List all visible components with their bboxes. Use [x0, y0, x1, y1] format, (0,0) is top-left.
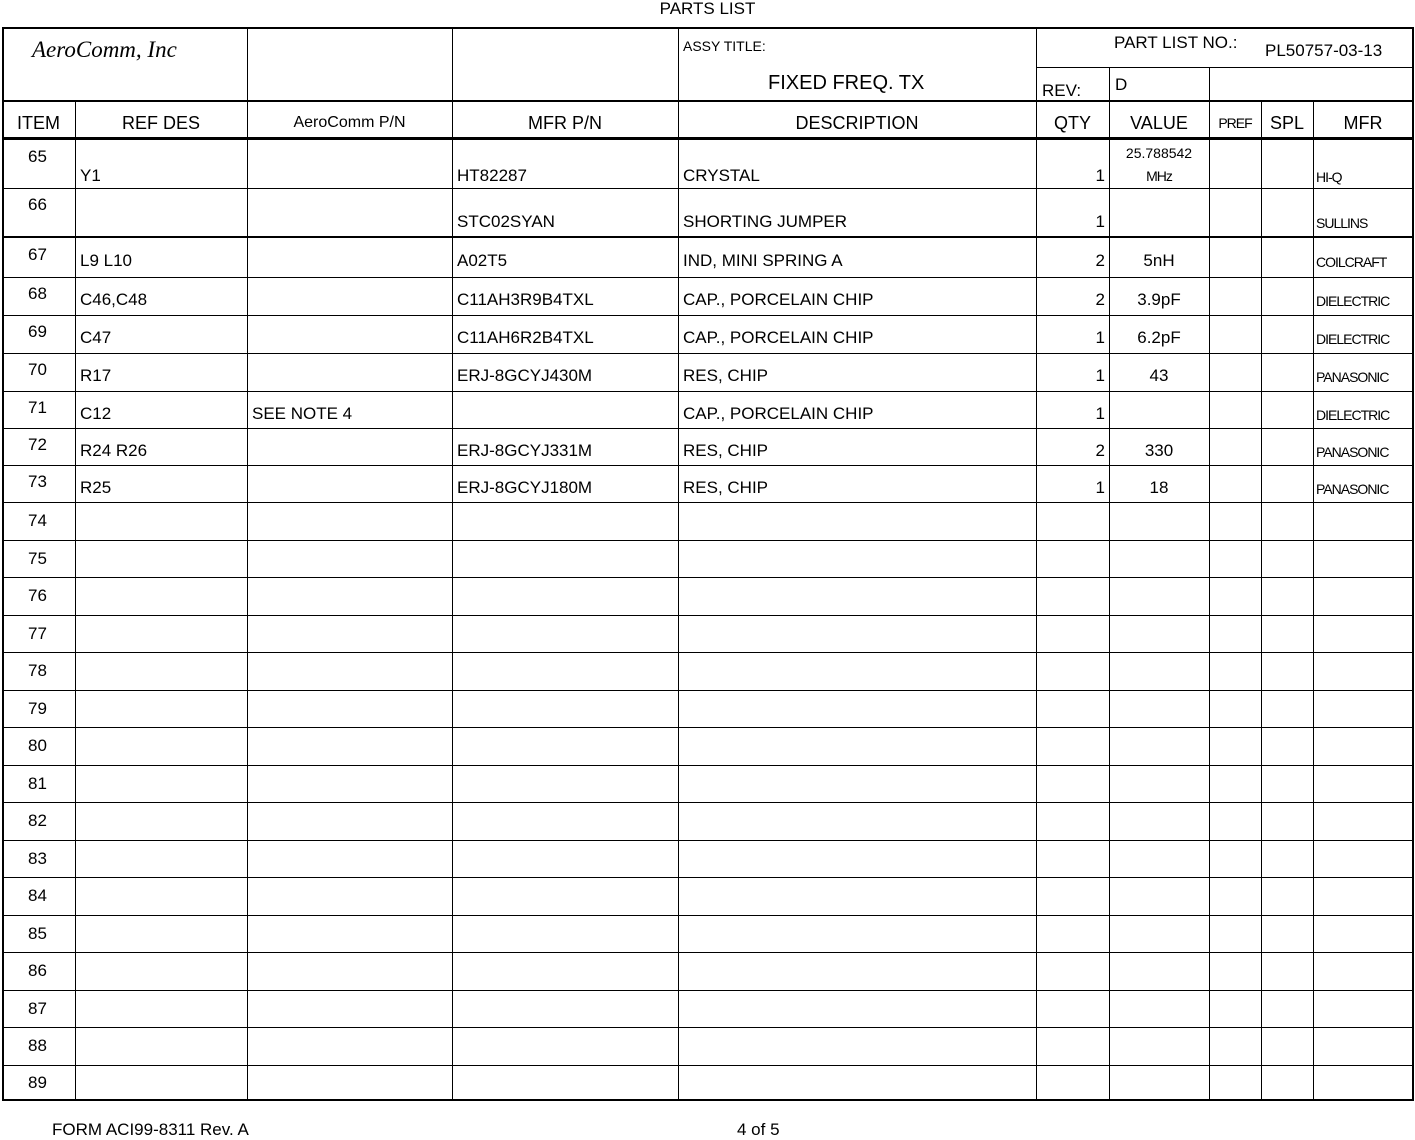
- item-number: 69: [28, 322, 47, 341]
- mfr-pn: ERJ-8GCYJ430M: [457, 366, 593, 385]
- company-name: AeroComm, Inc: [32, 37, 177, 62]
- item-number: 76: [28, 586, 47, 605]
- table-row: [0, 577, 1415, 615]
- qty: 2: [1095, 290, 1105, 309]
- header-col-divider: [247, 28, 248, 102]
- description: CRYSTAL: [683, 166, 760, 185]
- row-divider: [2, 315, 1413, 316]
- row-divider: [2, 802, 1413, 803]
- ref-des: L9 L10: [80, 251, 132, 270]
- ref-des: C12: [80, 404, 112, 423]
- mfr: DIELECTRIC: [1316, 331, 1390, 347]
- table-row: [0, 277, 1415, 315]
- mfr: COILCRAFT: [1316, 254, 1387, 270]
- row-divider: [2, 1027, 1413, 1028]
- col-pref: PREF: [1218, 115, 1252, 131]
- description: CAP., PORCELAIN CHIP: [683, 404, 874, 423]
- row-divider: [2, 877, 1413, 878]
- table-row: [0, 802, 1415, 840]
- item-number: 72: [28, 435, 47, 454]
- mfr-pn: C11AH3R9B4TXL: [457, 290, 594, 309]
- table-row: [0, 1065, 1415, 1100]
- row-divider: [2, 690, 1413, 691]
- row-divider: [2, 615, 1413, 616]
- ref-des: C46,C48: [80, 290, 148, 309]
- row-divider: [2, 391, 1413, 392]
- item-number: 74: [28, 511, 47, 530]
- ref-des: R24 R26: [80, 441, 148, 460]
- qty: 1: [1095, 366, 1105, 385]
- value: 5nH: [1143, 251, 1175, 270]
- item-number: 85: [28, 924, 47, 943]
- mfr: PANASONIC: [1316, 481, 1389, 497]
- item-number: 68: [28, 284, 47, 303]
- mfr-pn: ERJ-8GCYJ331M: [457, 441, 593, 460]
- description: RES, CHIP: [683, 441, 769, 460]
- table-row: [0, 727, 1415, 765]
- value: 18: [1149, 478, 1169, 497]
- aerocomm-pn: SEE NOTE 4: [252, 404, 353, 423]
- value: 43: [1149, 366, 1169, 385]
- column-divider: [1036, 102, 1037, 1100]
- item-number: 65: [28, 147, 47, 166]
- description: CAP., PORCELAIN CHIP: [683, 328, 874, 347]
- mfr: DIELECTRIC: [1316, 293, 1390, 309]
- row-divider: [2, 952, 1413, 953]
- ref-des: Y1: [80, 166, 101, 185]
- border-left: [2, 27, 4, 1101]
- column-divider: [452, 102, 453, 1100]
- column-divider: [678, 102, 679, 1100]
- value: 330: [1144, 441, 1174, 460]
- item-number: 88: [28, 1036, 47, 1055]
- col-value: VALUE: [1130, 113, 1188, 133]
- col-ref-des: REF DES: [121, 113, 200, 133]
- row-divider: [2, 990, 1413, 991]
- mfr: HI-Q: [1316, 169, 1342, 185]
- qty: 1: [1095, 478, 1105, 497]
- row-divider: [2, 577, 1413, 578]
- assy-title-label: ASSY TITLE:: [683, 38, 766, 54]
- mfr-pn: ERJ-8GCYJ180M: [457, 478, 593, 497]
- item-number: 78: [28, 661, 47, 680]
- table-row: [0, 391, 1415, 428]
- assy-title: FIXED FREQ. TX: [768, 72, 925, 94]
- table-row: [0, 765, 1415, 802]
- mfr-pn: A02T5: [457, 251, 508, 270]
- row-divider: [2, 840, 1413, 841]
- table-row: [0, 465, 1415, 502]
- item-number: 82: [28, 811, 47, 830]
- table-row: [0, 652, 1415, 690]
- col-mfr-pn: MFR P/N: [528, 113, 602, 133]
- header-col-divider: [1109, 68, 1110, 102]
- item-number: 70: [28, 360, 47, 379]
- item-number: 75: [28, 549, 47, 568]
- row-divider: [2, 915, 1413, 916]
- column-divider: [1313, 102, 1314, 1100]
- row-divider: [2, 652, 1413, 653]
- row-divider: [2, 465, 1413, 466]
- column-divider: [247, 102, 248, 1100]
- row-divider: [2, 188, 1413, 189]
- column-divider: [1261, 102, 1262, 1100]
- row-divider: [2, 353, 1413, 354]
- qty: 1: [1095, 212, 1105, 231]
- rev-value: D: [1115, 75, 1128, 94]
- item-number: 79: [28, 699, 47, 718]
- qty: 2: [1095, 251, 1105, 270]
- item-number: 73: [28, 472, 47, 491]
- col-qty: QTY: [1053, 113, 1091, 133]
- description: CAP., PORCELAIN CHIP: [683, 290, 874, 309]
- table-row: [0, 188, 1415, 238]
- item-number: 84: [28, 886, 47, 905]
- table-row: [0, 915, 1415, 952]
- qty: 1: [1095, 166, 1105, 185]
- item-number: 86: [28, 961, 47, 980]
- table-row: [0, 315, 1415, 353]
- mfr-pn: HT82287: [457, 166, 527, 185]
- item-number: 81: [28, 774, 47, 793]
- header-col-divider: [452, 28, 453, 102]
- item-number: 77: [28, 624, 47, 643]
- part-list-no-label: PART LIST NO.:: [1114, 33, 1238, 52]
- item-number: 71: [28, 398, 47, 417]
- item-number: 83: [28, 849, 47, 868]
- value: 6.2pF: [1137, 328, 1181, 347]
- row-divider: [2, 277, 1413, 278]
- value-unit: MHz: [1146, 168, 1172, 184]
- row-divider: [2, 540, 1413, 541]
- mfr-pn: STC02SYAN: [457, 212, 555, 231]
- table-row: [0, 353, 1415, 391]
- column-divider: [1209, 102, 1210, 1100]
- item-number: 89: [28, 1073, 47, 1092]
- table-row: [0, 990, 1415, 1027]
- col-item: ITEM: [17, 113, 60, 133]
- ref-des: R25: [80, 478, 112, 497]
- page-title: PARTS LIST: [659, 0, 756, 18]
- column-divider: [75, 102, 76, 1100]
- footer-page: 4 of 5: [737, 1120, 780, 1139]
- table-row: [0, 840, 1415, 877]
- mfr-pn: C11AH6R2B4TXL: [457, 328, 594, 347]
- mfr: DIELECTRIC: [1316, 407, 1390, 423]
- mfr: PANASONIC: [1316, 369, 1389, 385]
- table-row: [0, 877, 1415, 915]
- rev-label: REV:: [1042, 81, 1082, 100]
- col-spl: SPL: [1269, 113, 1305, 133]
- table-row: [0, 428, 1415, 465]
- row-divider: [2, 1065, 1413, 1066]
- table-row: [0, 502, 1415, 540]
- table-row: [0, 615, 1415, 652]
- ref-des: R17: [80, 366, 112, 385]
- header-col-divider: [678, 28, 679, 102]
- border-top: [2, 27, 1413, 29]
- header-col-divider: [1036, 28, 1037, 102]
- item-number: 67: [28, 245, 47, 264]
- border-bottom: [2, 1099, 1413, 1101]
- border-right: [1412, 27, 1414, 1101]
- item-number: 66: [28, 195, 47, 214]
- row-divider: [2, 765, 1413, 766]
- item-number: 87: [28, 999, 47, 1018]
- description: IND, MINI SPRING A: [683, 251, 843, 270]
- value: 25.788542: [1125, 145, 1193, 161]
- description: RES, CHIP: [683, 478, 769, 497]
- row-divider: [2, 502, 1413, 503]
- qty: 1: [1095, 404, 1105, 423]
- ref-des: C47: [80, 328, 112, 347]
- header-rev-divider: [1036, 67, 1413, 68]
- mfr: SULLINS: [1316, 215, 1368, 231]
- column-divider: [1109, 102, 1110, 1100]
- table-row: [0, 540, 1415, 577]
- table-row: [0, 690, 1415, 727]
- table-row: [0, 952, 1415, 990]
- description: SHORTING JUMPER: [683, 212, 848, 231]
- column-header-divider: [2, 137, 1413, 140]
- header-col-divider: [1209, 68, 1210, 102]
- col-mfr: MFR: [1343, 113, 1383, 133]
- col-description: DESCRIPTION: [795, 113, 919, 133]
- header-divider: [2, 100, 1413, 102]
- row-divider: [2, 727, 1413, 728]
- table-row: [0, 140, 1415, 188]
- table-row: [0, 1027, 1415, 1065]
- qty: 1: [1095, 328, 1105, 347]
- description: RES, CHIP: [683, 366, 769, 385]
- col-aerocomm-pn: AeroComm P/N: [293, 114, 406, 131]
- table-row: [0, 238, 1415, 277]
- value: 3.9pF: [1137, 290, 1181, 309]
- footer-form: FORM ACI99-8311 Rev. A: [52, 1120, 249, 1139]
- qty: 2: [1095, 441, 1105, 460]
- part-list-no: PL50757-03-13: [1265, 41, 1383, 60]
- row-divider: [2, 428, 1413, 429]
- item-number: 80: [28, 736, 47, 755]
- row-divider-thick: [2, 236, 1413, 238]
- mfr: PANASONIC: [1316, 444, 1389, 460]
